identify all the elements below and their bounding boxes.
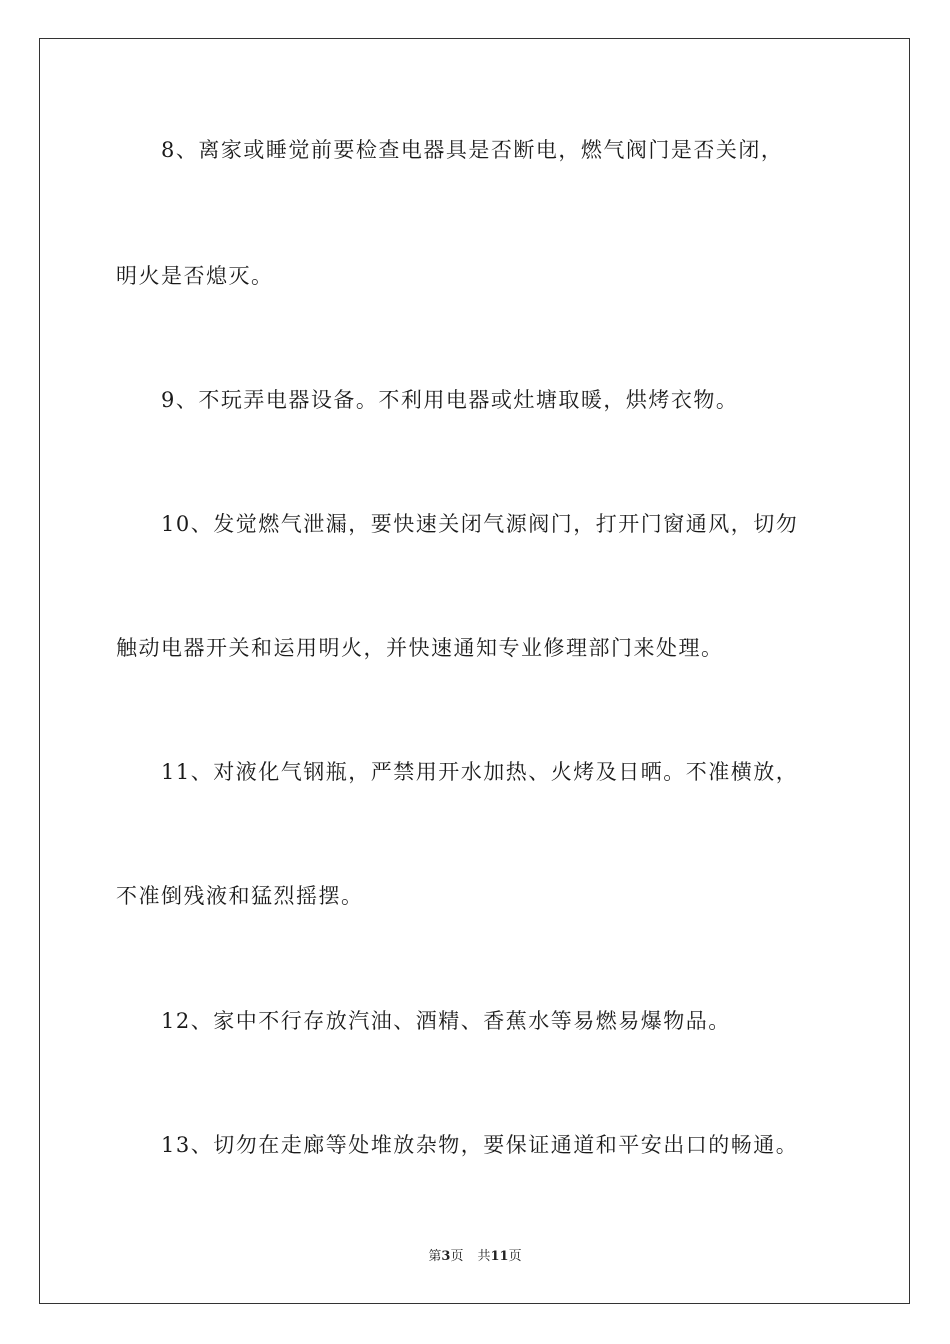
- footer-total-prefix: 共: [477, 1249, 491, 1264]
- footer-total-suffix: 页: [508, 1249, 522, 1264]
- paragraph-8-line-1: 8、离家或睡觉前要检查电器具是否断电，燃气阀门是否关闭，: [161, 138, 784, 162]
- page-frame: [39, 38, 910, 1304]
- paragraph-13-line-1: 13、切勿在走廊等处堆放杂物，要保证通道和平安出口的畅通。: [161, 1133, 799, 1157]
- paragraph-12-line-1: 12、家中不行存放汽油、酒精、香蕉水等易燃易爆物品。: [161, 1009, 731, 1033]
- paragraph-8-line-2: 明火是否熄灭。: [116, 264, 274, 288]
- page-footer: [0, 1248, 950, 1266]
- footer-total-pages: 11: [490, 1249, 509, 1264]
- paragraph-10-line-2: 触动电器开关和运用明火，并快速通知专业修理部门来处理。: [116, 636, 724, 660]
- footer-page-prefix: 第: [428, 1249, 442, 1264]
- paragraph-10-line-1: 10、发觉燃气泄漏，要快速关闭气源阀门，打开门窗通风，切勿: [161, 512, 799, 536]
- paragraph-11-line-2: 不准倒残液和猛烈摇摆。: [116, 884, 364, 908]
- footer-page-suffix: 页: [450, 1249, 464, 1264]
- paragraph-9-line-1: 9、不玩弄电器设备。不利用电器或灶塘取暖，烘烤衣物。: [161, 388, 739, 412]
- footer-page-number: 3: [441, 1249, 451, 1264]
- paragraph-11-line-1: 11、对液化气钢瓶，严禁用开水加热、火烤及日晒。不准横放，: [161, 760, 799, 784]
